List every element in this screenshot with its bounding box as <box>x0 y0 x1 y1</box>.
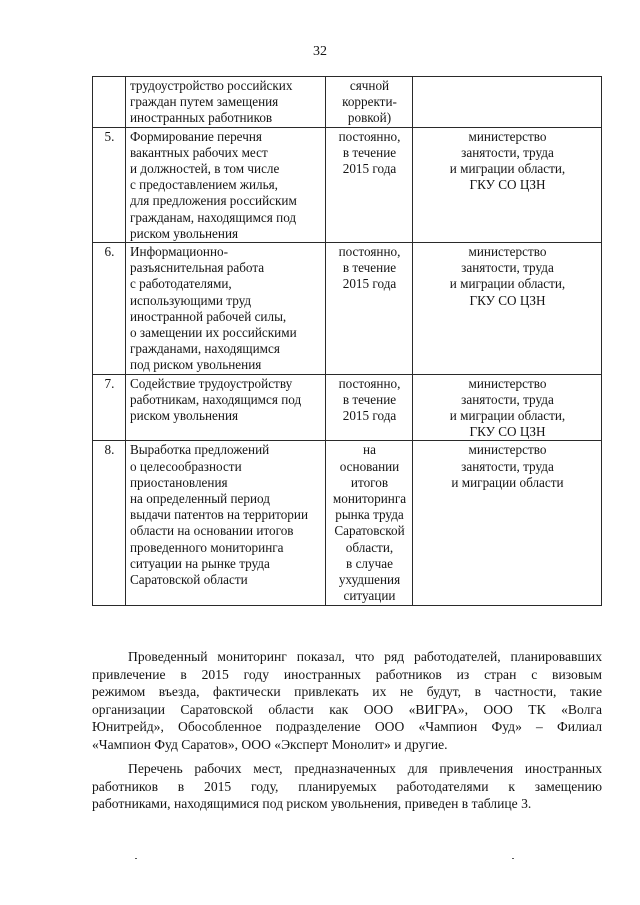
term-cell-line: постоянно, <box>338 375 401 391</box>
term-cell-line: ситуации <box>343 588 396 604</box>
term-cell-line: 2015 года <box>342 161 397 177</box>
measure-cell-line: граждан путем замещения <box>130 94 279 110</box>
measure-cell-line: ситуации на рынке труда <box>130 555 270 571</box>
term-cell-line: ухудшения <box>338 572 401 588</box>
measure-cell-line: Информационно- <box>130 244 229 260</box>
term-cell-line: постоянно, <box>338 128 401 144</box>
measure-cell-line: разъяснительная работа <box>130 260 265 276</box>
executor-cell-line: занятости, труда <box>461 391 554 407</box>
measure-cell-line: Формирование перечня <box>130 128 262 144</box>
row-number: 7. <box>93 374 126 441</box>
row-number: 6. <box>93 243 126 375</box>
measure-cell-line: Выработка предложений <box>130 442 270 458</box>
executor-cell-line: и миграции области, <box>449 276 566 292</box>
term-cell <box>326 77 413 128</box>
term-cell-line: итогов <box>350 474 389 490</box>
executor-cell-line: занятости, труда <box>461 260 554 276</box>
executor-cell-line: министерство <box>468 128 547 144</box>
measure-cell-line: использующими труд <box>130 292 252 308</box>
term-cell-line: в течение <box>342 144 397 160</box>
measure-cell-line: иностранных работников <box>130 110 273 126</box>
executor-cell-line: ГКУ СО ЦЗН <box>469 292 546 308</box>
term-cell <box>326 127 413 242</box>
page-number: 32 <box>313 44 327 59</box>
term-cell-line: постоянно, <box>338 244 401 260</box>
measure-cell-line: с работодателями, <box>130 276 232 292</box>
measure-cell-line: для предложения российским <box>130 193 297 209</box>
measure-cell-line: риском увольнения <box>130 225 239 241</box>
executor-cell <box>413 243 602 375</box>
paragraph-line: работниками, находящимися под риском увольнения, приведен в таблице 3. <box>92 796 532 812</box>
measure-cell-line: Саратовской области <box>130 572 248 588</box>
measures-table <box>92 76 602 606</box>
executor-cell-line: ГКУ СО ЦЗН <box>469 424 546 440</box>
measure-cell-line: о целесообразности <box>130 458 242 474</box>
paragraph-line: привлечение в 2015 году иностранных работников из стран с визовым <box>92 666 602 682</box>
term-cell <box>326 374 413 441</box>
measure-cell-line: с предоставлением жилья, <box>130 177 278 193</box>
paragraph-line: режимом въезда, фактически привлекать их не будут, в частности, такие <box>92 684 602 700</box>
paragraph-vacancies-list <box>92 760 602 813</box>
term-cell-line: основании <box>339 458 400 474</box>
paragraph-line: работников в 2015 году, планируемых работодателями к замещению <box>92 778 602 794</box>
scan-speck <box>135 858 137 859</box>
measure-cell <box>126 441 326 605</box>
row-number: 5. <box>93 127 126 242</box>
paragraph-line: «Чампион Фуд Саратов», ООО «Эксперт Монолит» и другие. <box>92 736 448 752</box>
paragraph-line: Перечень рабочих мест, предназначенных для привлечения иностранных <box>128 761 602 776</box>
table-row <box>93 77 602 128</box>
measure-cell <box>126 127 326 242</box>
table-row <box>93 127 602 242</box>
term-cell-line: 2015 года <box>342 276 397 292</box>
term-cell-line: в течение <box>342 260 397 276</box>
measure-cell-line: о замещении их российскими <box>130 325 297 341</box>
executor-cell-line: и миграции области <box>451 474 564 490</box>
table-row <box>93 441 602 605</box>
table-row <box>93 374 602 441</box>
measure-cell-line: под риском увольнения <box>130 357 262 373</box>
paragraph-monitoring <box>92 648 602 754</box>
term-cell-line: 2015 года <box>342 408 397 424</box>
term-cell-line: области, <box>345 539 394 555</box>
executor-cell-line: занятости, труда <box>461 144 554 160</box>
measure-cell-line: выдачи патентов на территории <box>130 507 309 523</box>
term-cell <box>326 243 413 375</box>
executor-cell <box>413 77 602 128</box>
measure-cell-line: вакантных рабочих мест <box>130 144 268 160</box>
term-cell <box>326 441 413 605</box>
measure-cell <box>126 243 326 375</box>
measure-cell-line: проведенного мониторинга <box>130 539 284 555</box>
measure-cell <box>126 374 326 441</box>
term-cell-line: корректи- <box>342 94 397 110</box>
measure-cell-line: риском увольнения <box>130 408 239 424</box>
term-cell-line: на <box>363 442 376 458</box>
executor-cell-line: министерство <box>468 375 547 391</box>
measure-cell-line: и должностей, в том числе <box>130 161 280 177</box>
term-cell-line: ровкой) <box>347 110 392 126</box>
measure-cell-line: гражданам, находящимся под <box>130 209 297 225</box>
measure-cell-line: на определенный период <box>130 491 270 507</box>
executor-cell <box>413 127 602 242</box>
executor-cell <box>413 441 602 605</box>
term-cell-line: в течение <box>342 391 397 407</box>
scan-speck <box>512 858 514 859</box>
paragraph-line: Проведенный мониторинг показал, что ряд работодателей, планировавших <box>128 649 602 664</box>
row-number: 8. <box>93 441 126 605</box>
measures-table-body <box>93 77 602 606</box>
measure-cell-line: работникам, находящимся под <box>130 391 302 407</box>
table-row <box>93 243 602 375</box>
executor-cell-line: ГКУ СО ЦЗН <box>469 177 546 193</box>
measure-cell-line: приостановления <box>130 474 228 490</box>
paragraph-line: Юнитрейд», Обособленное подразделение ООО «Чампион Фуд» – Филиал <box>92 719 602 735</box>
executor-cell-line: министерство <box>468 442 547 458</box>
term-cell-line: Саратовской <box>334 523 405 539</box>
term-cell-line: в случае <box>346 555 393 571</box>
executor-cell <box>413 374 602 441</box>
executor-cell-line: министерство <box>468 244 547 260</box>
measure-cell-line: гражданами, находящимся <box>130 341 280 357</box>
measure-cell-line: иностранной рабочей силы, <box>130 308 287 324</box>
measure-cell-line: области на основании итогов <box>130 523 294 539</box>
term-cell-line: мониторинга <box>332 491 407 507</box>
term-cell-line: сячной <box>349 78 390 93</box>
measure-cell <box>126 77 326 128</box>
measure-cell-line: трудоустройство российских <box>130 78 293 93</box>
executor-cell-line: занятости, труда <box>461 458 554 474</box>
executor-cell-line: и миграции области, <box>449 161 566 177</box>
paragraph-line: организации Саратовской области как ООО «ВИГРА», ООО ТК «Волга <box>92 701 602 717</box>
measure-cell-line: Содействие трудоустройству <box>130 375 293 391</box>
row-number <box>93 77 126 128</box>
executor-cell-line: и миграции области, <box>449 408 566 424</box>
term-cell-line: рынка труда <box>335 507 404 523</box>
